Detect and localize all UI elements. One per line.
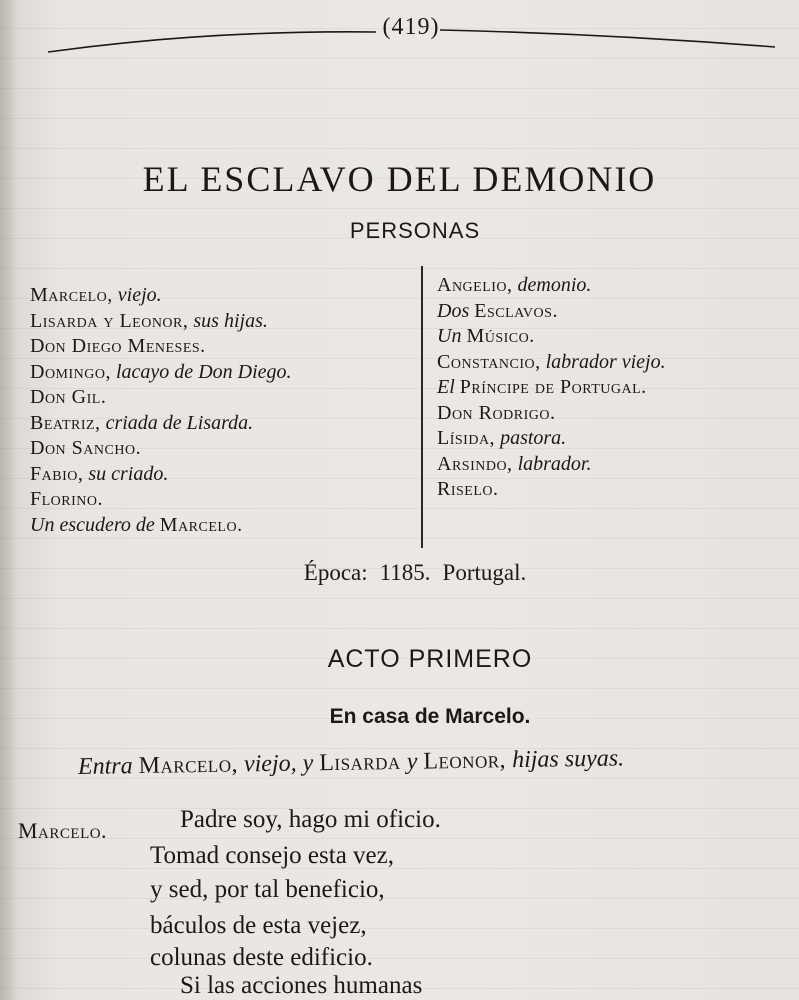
personas-heading: PERSONAS [349, 218, 481, 243]
verse-line: báculos de esta vejez, [150, 912, 367, 939]
cast-entry: Angelio, demonio. [437, 274, 592, 296]
cast-entry: Lisarda y Leonor, sus hijas. [30, 309, 268, 332]
verse-line: y sed, por tal beneficio, [150, 876, 385, 903]
cast-entry: Un Músico. [437, 325, 535, 347]
column-divider [421, 266, 423, 548]
speaker-name: Marcelo. [18, 818, 108, 843]
cast-entry: Marcelo, viejo. [30, 284, 162, 306]
cast-entry: Don Rodrigo. [437, 401, 556, 424]
epoch-label: Época: [303, 560, 368, 585]
verse-line: Tomad consejo esta vez, [150, 842, 394, 869]
cast-entry: Domingo, lacayo de Don Diego. [30, 360, 292, 383]
cast-entry: Don Sancho. [30, 437, 142, 459]
act-title: ACTO PRIMERO [327, 645, 533, 673]
cast-entry: Lísida, pastora. [437, 427, 567, 449]
epoch-place: Portugal. [442, 560, 527, 585]
act-setting: En casa de Marcelo. [329, 705, 531, 728]
cast-entry: El Príncipe de Portugal. [437, 376, 647, 398]
cast-entry: Fabio, su criado. [30, 462, 169, 485]
epoch-line [0, 560, 799, 586]
cast-entry: Un escudero de Marcelo. [30, 513, 243, 536]
book-gutter-shadow [0, 0, 18, 1000]
cast-list-right [437, 273, 792, 503]
cast-entry: Beatriz, criada de Lisarda. [30, 411, 254, 434]
verse-line: Padre soy, hago mi oficio. [180, 806, 441, 833]
verse-line: colunas deste edificio. [150, 944, 373, 971]
play-title: EL ESCLAVO DEL DEMONIO [142, 159, 657, 199]
cast-entry: Don Diego Meneses. [30, 335, 206, 357]
stage-direction: Entra Marcelo, viejo, y Lisarda y Leonor, hijas suyas. [77, 745, 625, 780]
cast-list-left [30, 283, 415, 538]
cast-entry: Constancio, labrador viejo. [437, 350, 666, 373]
cast-entry: Florino. [30, 488, 104, 510]
cast-entry: Don Gil. [30, 386, 107, 408]
epoch-year: 1185. [379, 560, 431, 585]
header-rule-left [48, 22, 376, 56]
header-rule-right [440, 22, 775, 56]
cast-entry: Arsindo, labrador. [437, 452, 592, 475]
cast-entry: Riselo. [437, 478, 499, 500]
cast-entry: Dos Esclavos. [437, 299, 558, 322]
verse-line: Si las acciones humanas [180, 972, 423, 999]
page-number: (419) [382, 14, 440, 40]
